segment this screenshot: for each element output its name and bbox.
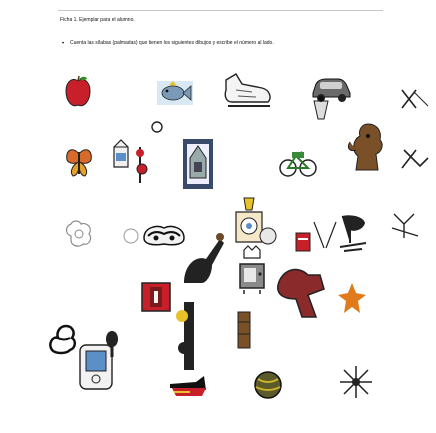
bicycle-icon <box>278 146 318 178</box>
fish-icon <box>155 79 195 107</box>
worksheet-title: Ficha 1. Ejemplar para el alumno. <box>60 17 135 23</box>
elephant-icon <box>182 138 214 190</box>
hat-icon <box>310 95 332 121</box>
rocket-icon <box>46 318 78 354</box>
ant-icon <box>176 225 228 285</box>
snail-icon <box>336 213 368 253</box>
bullet-icon: • <box>62 41 65 47</box>
instruction-text: Cuenta las sílabas (palmadas) que tienen los siguientes dibujos y escribe el número al lado. <box>70 40 274 46</box>
ship-icon <box>150 120 164 134</box>
dragonfly-icon <box>310 218 340 252</box>
apple-icon <box>63 75 93 109</box>
gift-icon <box>122 226 140 246</box>
cake-icon <box>63 218 95 250</box>
chair-icon <box>338 281 366 315</box>
tv-icon <box>166 372 214 400</box>
bird-icon <box>400 148 430 170</box>
fire-truck-icon <box>164 300 206 374</box>
butterfly-icon <box>63 146 95 178</box>
pig-icon <box>400 88 430 110</box>
rabbit-icon <box>346 122 386 172</box>
shoe-icon <box>222 70 274 114</box>
frog-icon <box>100 327 124 359</box>
header-divider <box>58 10 383 11</box>
flower-icon <box>252 369 284 401</box>
teapot-icon <box>238 244 266 296</box>
key-icon <box>338 364 374 400</box>
spider-icon <box>234 310 254 350</box>
ball-icon <box>258 226 278 246</box>
beetle-icon <box>272 265 328 321</box>
milk-carton-icon <box>111 137 131 169</box>
drum-icon <box>130 145 152 185</box>
ring-icon <box>390 210 424 240</box>
